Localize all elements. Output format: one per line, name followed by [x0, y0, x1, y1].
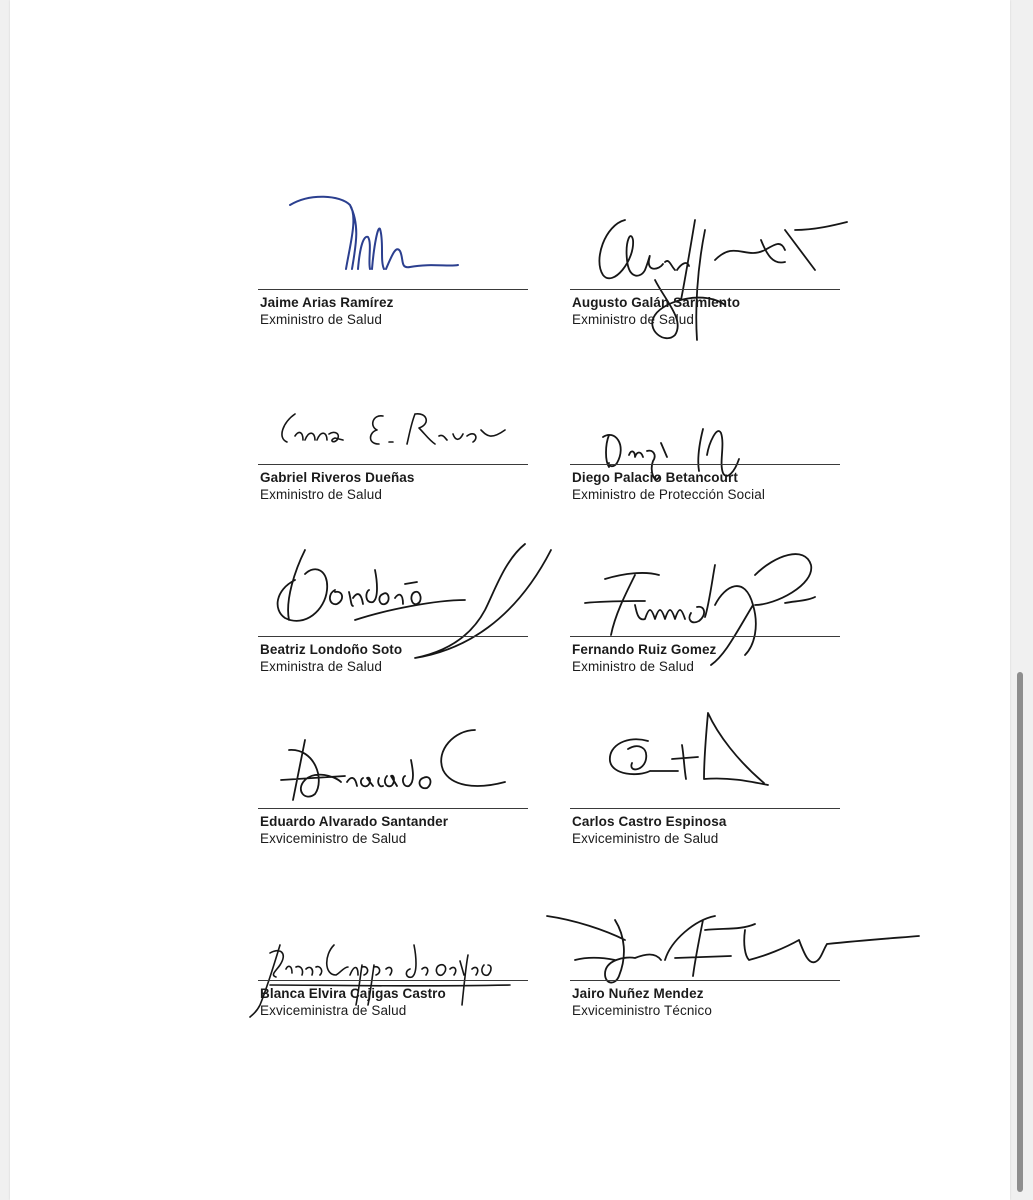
signatory-role: Exministro de Salud — [260, 312, 382, 327]
signature-line — [258, 808, 528, 809]
signature-stroke — [610, 713, 768, 785]
signatory-name: Jairo Nuñez Mendez — [572, 986, 704, 1001]
signature-line — [570, 636, 840, 637]
signatory-name: Blanca Elvira Cajigas Castro — [260, 986, 446, 1001]
signature-augusto-galan — [585, 200, 865, 350]
signature-stroke — [547, 916, 919, 983]
signatory-name: Jaime Arias Ramírez — [260, 295, 394, 310]
signature-jaime-arias — [280, 185, 480, 285]
signature-carlos-castro — [588, 705, 788, 795]
signatory-role: Exviceministra de Salud — [260, 1003, 407, 1018]
signature-stroke — [282, 414, 505, 444]
signature-line — [258, 289, 528, 290]
signature-line — [258, 464, 528, 465]
signatory-name: Gabriel Riveros Dueñas — [260, 470, 415, 485]
signature-line — [258, 636, 528, 637]
signature-stroke — [290, 197, 458, 269]
signatory-name: Carlos Castro Espinosa — [572, 814, 727, 829]
signatory-role: Exviceministro de Salud — [572, 831, 719, 846]
signatory-name: Beatriz Londoño Soto — [260, 642, 403, 657]
signatory-role: Exviceministro de Salud — [260, 831, 407, 846]
document-page — [10, 0, 1010, 1200]
signature-line — [570, 464, 840, 465]
signatory-role: Exviceministro Técnico — [572, 1003, 712, 1018]
signature-line — [570, 808, 840, 809]
signatory-role: Exministro de Salud — [260, 487, 382, 502]
signature-line — [258, 980, 528, 981]
signature-line — [570, 980, 840, 981]
signature-line — [570, 289, 840, 290]
signature-stroke — [278, 544, 551, 658]
signature-eduardo-alvarado — [275, 720, 535, 810]
vertical-scrollbar[interactable] — [1017, 672, 1023, 1192]
signature-gabriel-riveros — [265, 400, 525, 470]
signatory-name: Eduardo Alvarado Santander — [260, 814, 449, 829]
signature-jairo-nunez — [535, 900, 925, 1020]
signatory-role: Exministro de Protección Social — [572, 487, 765, 502]
signatory-role: Exministro de Salud — [572, 659, 694, 674]
signatory-name: Diego Palacio Betancourt — [572, 470, 738, 485]
signature-stroke — [281, 730, 505, 800]
signatory-name: Augusto Galán Sarmiento — [572, 295, 741, 310]
signatory-role: Exministro de Salud — [572, 312, 694, 327]
signatory-role: Exministra de Salud — [260, 659, 382, 674]
signatory-name: Fernando Ruiz Gomez — [572, 642, 717, 657]
